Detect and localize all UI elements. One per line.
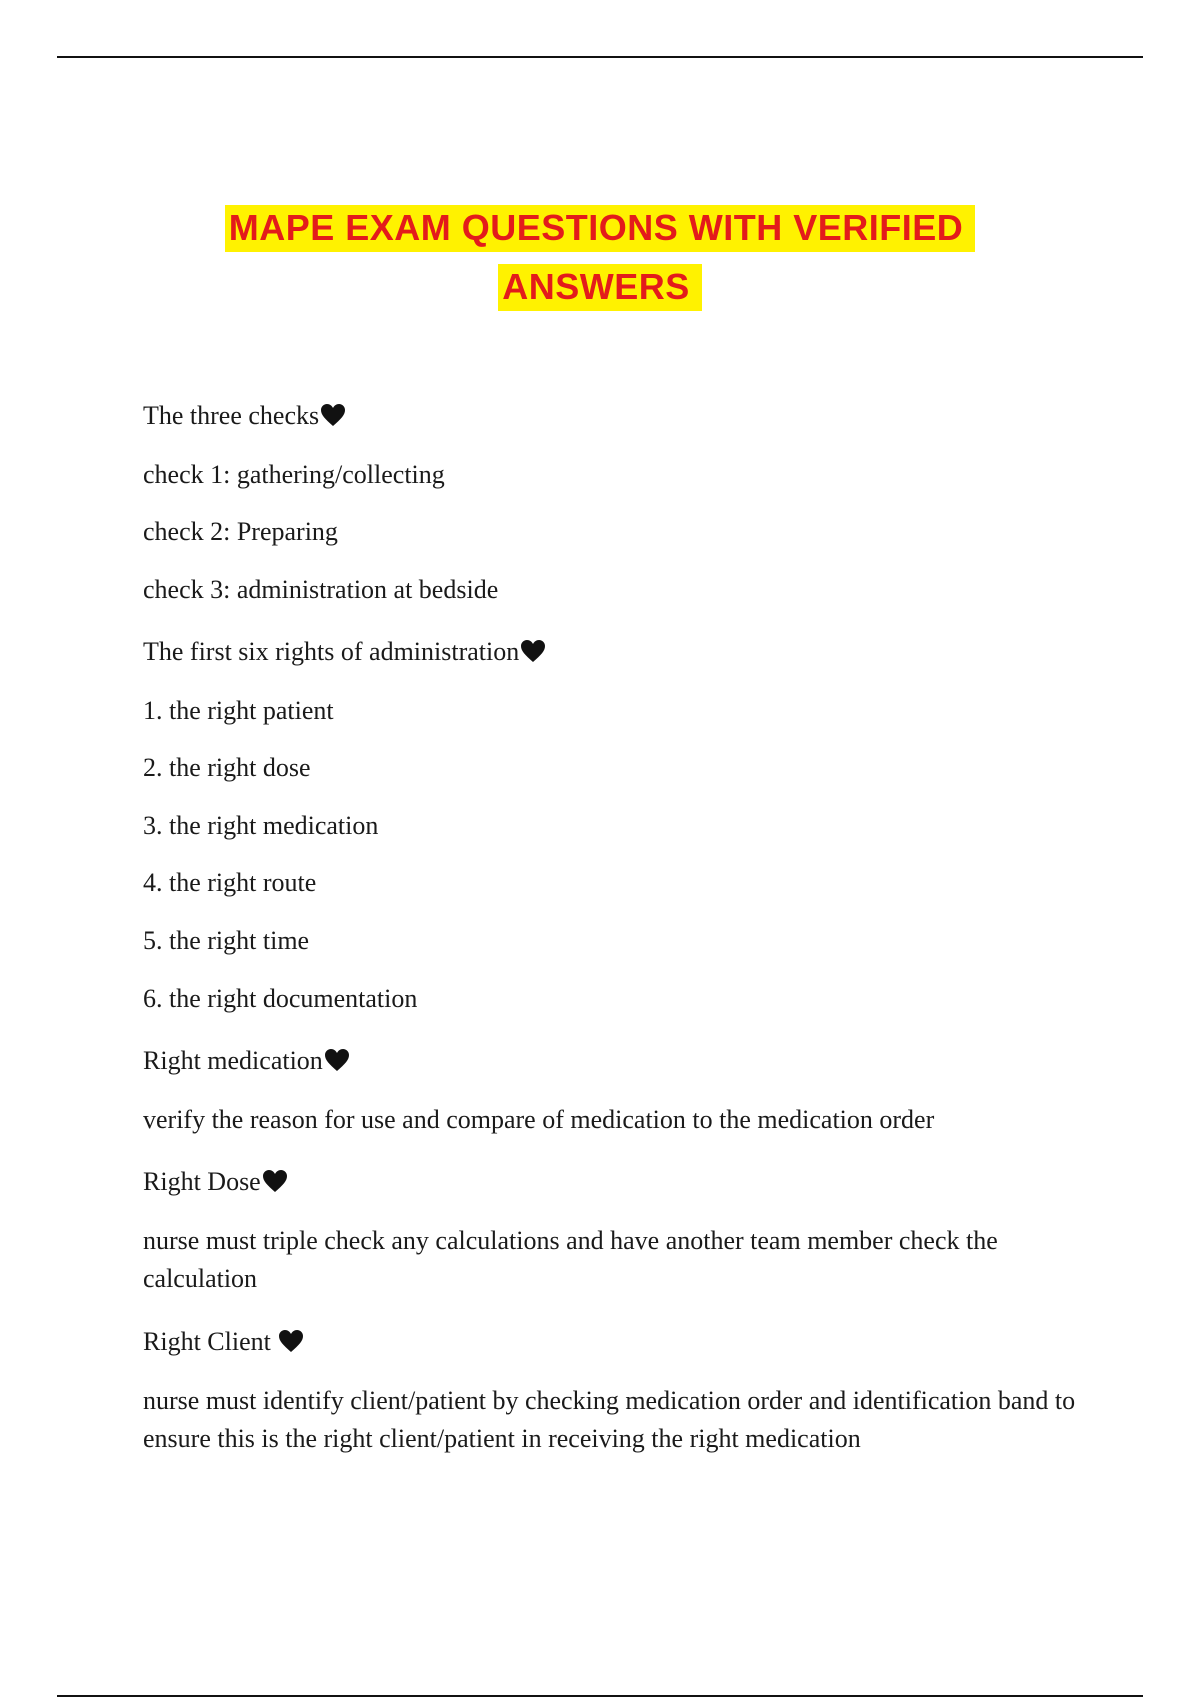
answer-line: nurse must identify client/patient by checking medication order and identification band to ensure this is the right client/patient in receiving the right medication <box>143 1386 1076 1453</box>
answer-line: 2. the right dose <box>143 753 311 782</box>
heart-icon <box>320 400 346 438</box>
answer-line: check 3: administration at bedside <box>143 575 499 604</box>
answer-line: 1. the right patient <box>143 696 334 725</box>
question-line: The first six rights of administration <box>143 633 546 674</box>
heart-icon <box>278 1326 304 1364</box>
heart-icon <box>324 1045 350 1083</box>
question-line: The three checks <box>143 397 346 438</box>
answer-line: check 1: gathering/collecting <box>143 460 445 489</box>
title-line-1: MAPE EXAM QUESTIONS WITH VERIFIED <box>225 205 976 252</box>
question-line: Right medication <box>143 1042 350 1083</box>
question-line: Right Dose <box>143 1163 288 1204</box>
title-line-2: ANSWERS <box>498 264 702 311</box>
answer-line: nurse must triple check any calculations and have another team member check the calculation <box>143 1226 998 1293</box>
answer-line: 5. the right time <box>143 926 310 955</box>
heart-icon <box>262 1166 288 1204</box>
answer-line: 4. the right route <box>143 868 317 897</box>
answer-line: verify the reason for use and compare of medication to the medication order <box>143 1105 935 1134</box>
bottom-rule <box>57 1695 1143 1697</box>
answer-line: 3. the right medication <box>143 811 379 840</box>
answer-line: 6. the right documentation <box>143 984 418 1013</box>
heart-icon <box>520 636 546 674</box>
question-line: Right Client <box>143 1323 304 1364</box>
answer-line: check 2: Preparing <box>143 517 338 546</box>
